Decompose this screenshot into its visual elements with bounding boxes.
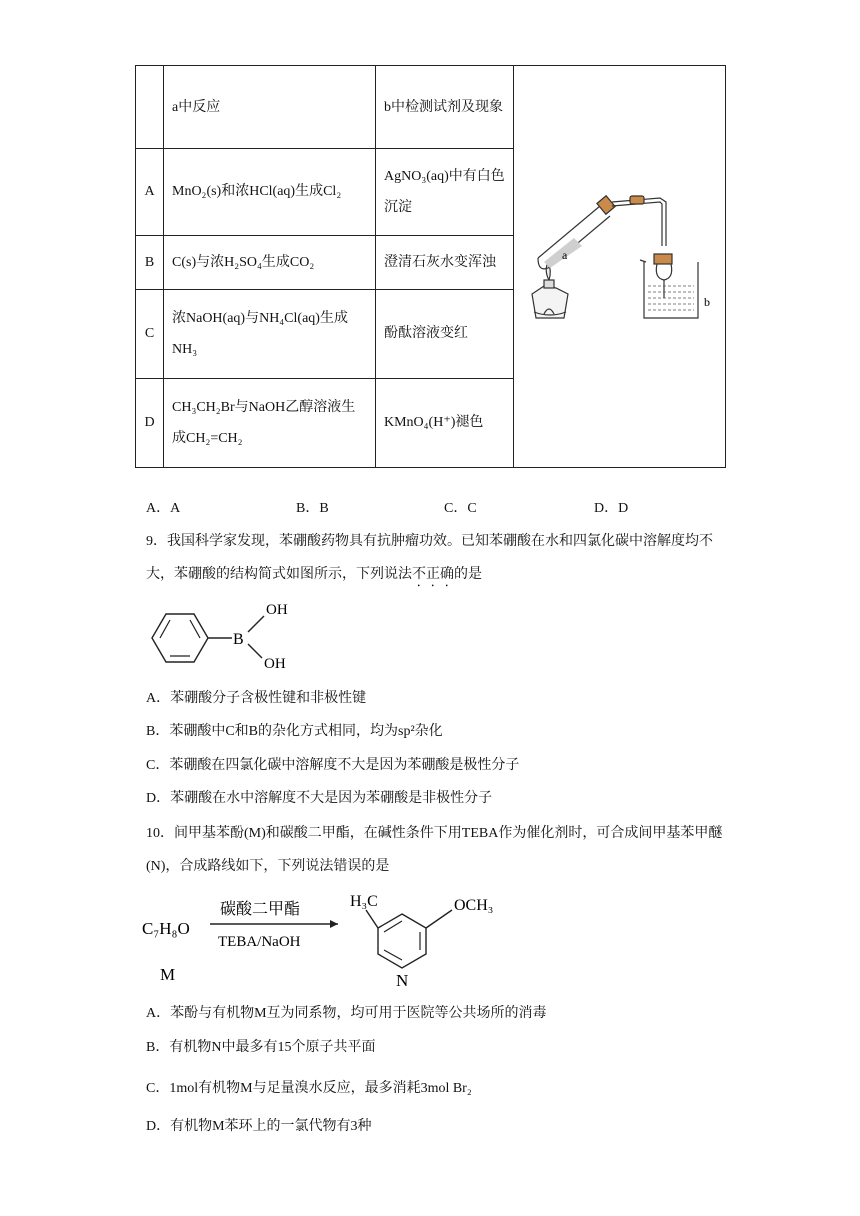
label-m: M xyxy=(160,965,176,984)
delivery-tube xyxy=(612,196,666,246)
q8-option-d[interactable]: D．D xyxy=(594,501,629,516)
apparatus-figure xyxy=(514,66,725,455)
reagent-bottom: TEBA/NaOH xyxy=(218,934,301,950)
q9-option-c[interactable]: C．苯硼酸在四氯化碳中溶解度不大是因为苯硼酸是极性分子 xyxy=(146,758,520,773)
phenylboronic-acid-structure xyxy=(140,596,310,676)
q8-options xyxy=(146,497,706,517)
header-detect: b中检测试剂及现象 xyxy=(376,66,514,149)
row-b-detect: 澄清石灰水变浑浊 xyxy=(376,235,514,289)
q8-option-c[interactable]: C．C xyxy=(444,501,477,516)
experiment-table xyxy=(135,65,726,468)
q8-option-a[interactable]: A．A xyxy=(146,501,181,516)
alcohol-lamp xyxy=(532,262,568,318)
row-d-reaction: CH₃CH₂Br与NaOH乙醇溶液生成CH₂=CH₂ xyxy=(164,378,376,467)
label-b: b xyxy=(704,295,710,309)
row-c-detect: 酚酞溶液变红 xyxy=(376,290,514,378)
test-tube-a xyxy=(538,196,615,269)
reactant-formula: C₇H₈O xyxy=(142,919,190,938)
q10-option-a[interactable]: A．苯酚与有机物M互为同系物，均可用于医院等公共场所的消毒 xyxy=(146,1006,547,1021)
q9-stem-end: 的是 xyxy=(454,567,482,582)
row-label-c: C xyxy=(136,290,164,378)
row-label-a: A xyxy=(136,149,164,235)
hydroxyl-label-2: OH xyxy=(264,656,286,672)
label-a: a xyxy=(562,248,568,262)
synthesis-scheme xyxy=(140,888,540,990)
methyl-group: H₃C xyxy=(350,893,378,910)
q8-option-b[interactable]: B．B xyxy=(296,501,329,516)
hydroxyl-label-1: OH xyxy=(266,602,288,618)
reagent-top: 碳酸二甲酯 xyxy=(220,901,301,918)
header-reaction: a中反应 xyxy=(164,66,376,149)
methoxy-group: OCH₃ xyxy=(454,897,494,914)
row-a-detect: AgNO₃(aq)中有白色沉淀 xyxy=(376,149,514,235)
q10-option-c[interactable]: C．1mol有机物M与足量溴水反应，最多消耗3mol Br₂ xyxy=(146,1081,472,1096)
beaker-b xyxy=(640,254,698,318)
boron-label: B xyxy=(233,631,244,648)
row-d-detect: KMnO₄(H⁺)褪色 xyxy=(376,378,514,467)
row-c-reaction: 浓NaOH(aq)与NH₄Cl(aq)生成NH₃ xyxy=(164,290,376,378)
q9-option-d[interactable]: D．苯硼酸在水中溶解度不大是因为苯硼酸是非极性分子 xyxy=(146,791,493,806)
q9-stem-emphasis: 不正确 xyxy=(412,567,454,582)
apparatus-figure-cell xyxy=(514,66,726,468)
label-n: N xyxy=(396,971,409,990)
row-b-reaction: C(s)与浓H₂SO₄生成CO₂ xyxy=(164,235,376,289)
q10-option-d[interactable]: D．有机物M苯环上的一氯代物有3种 xyxy=(146,1119,372,1134)
q10-option-b[interactable]: B．有机物N中最多有15个原子共平面 xyxy=(146,1040,376,1055)
q9-stem xyxy=(146,525,726,591)
corner-cell xyxy=(136,66,164,149)
q9-option-b[interactable]: B．苯硼酸中C和B的杂化方式相同，均为sp²杂化 xyxy=(146,724,443,739)
q10-stem: 10．间甲基苯酚(M)和碳酸二甲酯，在碱性条件下用TEBA作为催化剂时，可合成间甲基苯甲醚(N)，合成路线如下，下列说法错误的是 xyxy=(146,826,723,874)
q9-option-a[interactable]: A．苯硼酸分子含极性键和非极性键 xyxy=(146,691,367,706)
row-label-b: B xyxy=(136,235,164,289)
q9-stem-text: 9．我国科学家发现，苯硼酸药物具有抗肿瘤功效。已知苯硼酸在水和四氯化碳中溶解度均不大，苯硼酸的结构简式如图所示，下列说法 xyxy=(146,534,713,582)
row-label-d: D xyxy=(136,378,164,467)
row-a-reaction: MnO₂(s)和浓HCl(aq)生成Cl₂ xyxy=(164,149,376,235)
